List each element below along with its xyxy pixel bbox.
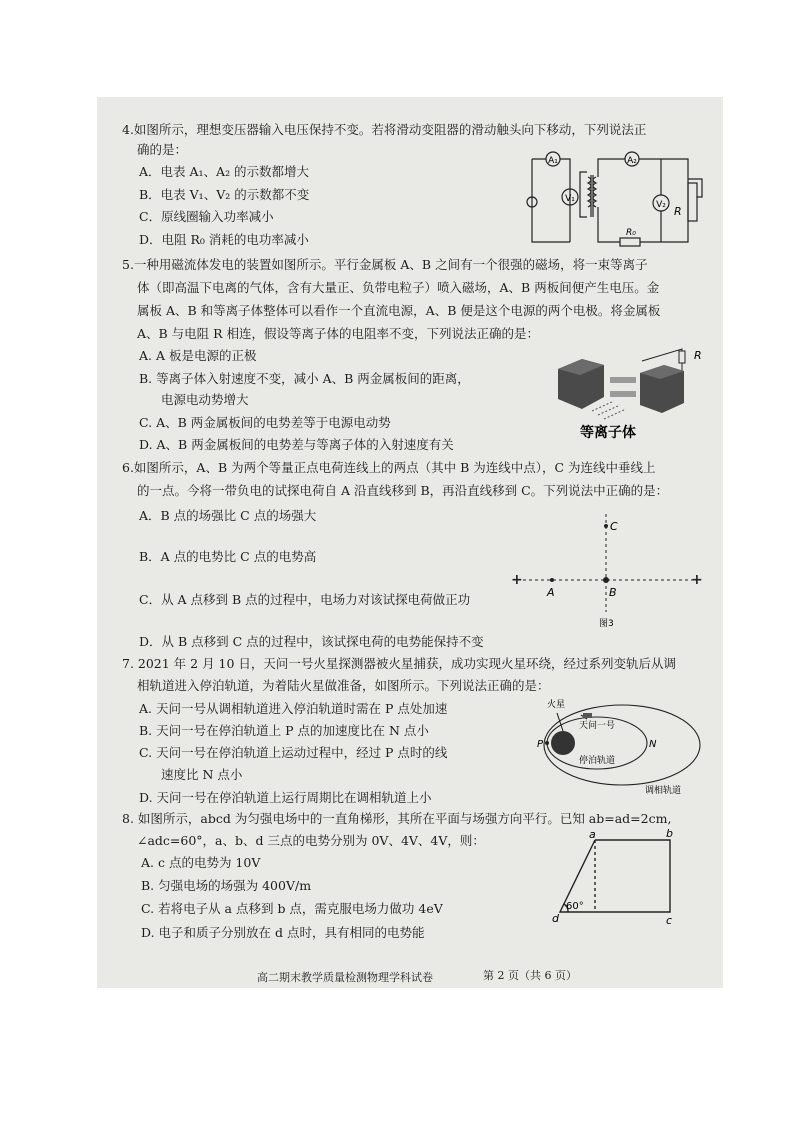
q7-option-d: D. 天问一号在停泊轨道上运行周期比在调相轨道上小 xyxy=(139,790,432,805)
q5-stem-line1: 5.一种用磁流体发电的装置如图所示。平行金属板 A、B 之间有一个很强的磁场，将一束等离子 xyxy=(122,257,648,272)
q5-option-b: B. 等离子体入射速度不变，减小 A、B 两金属板间的距离， xyxy=(139,371,470,386)
phasing-orbit-label: 调相轨道 xyxy=(645,786,682,795)
vertex-b-label: b xyxy=(666,828,673,840)
figure-caption: 图3 xyxy=(599,619,614,627)
q8-option-c: C. 若将电子从 a 点移到 b 点，需克服电场力做功 4eV xyxy=(141,901,443,916)
voltmeter-v1-label: V₁ xyxy=(565,194,575,204)
q4-option-d: D．电阻 R₀ 消耗的电功率减小 xyxy=(139,232,309,247)
resistor-r-label: R xyxy=(674,205,682,218)
q4-stem-line2: 确的是： xyxy=(137,142,188,157)
resistor-r0-label: R₀ xyxy=(626,228,636,238)
q5-stem-line3: 属板 A、B 和等离子体整体可以看作一个直流电源，A、B 便是这个电源的两个电极。将金属板 xyxy=(137,303,661,318)
q7-option-c: C. 天问一号在停泊轨道上运动过程中，经过 P 点时的线 xyxy=(139,745,448,760)
q6-option-a: A．B 点的场强比 C 点的场强大 xyxy=(139,508,317,523)
point-a-label: A xyxy=(547,586,555,599)
q6-option-d: D．从 B 点移到 C 点的过程中，该试探电荷的电势能保持不变 xyxy=(139,634,484,649)
point-n-label: N xyxy=(649,739,657,750)
footer-title: 高二期末教学质量检测物理学科试卷 xyxy=(257,971,433,984)
q6-stem-line1: 6.如图所示，A、B 为两个等量正点电荷连线上的两点（其中 B 为连线中点），C 为连线中垂线上 xyxy=(122,460,656,475)
angle-label: 60° xyxy=(566,901,584,912)
ammeter-a1-label: A₁ xyxy=(548,156,558,166)
mhd-resistor-label: R xyxy=(694,349,702,362)
q8-stem-line1: 8. 如图所示，abcd 为匀强电场中的一直角梯形，其所在平面与场强方向平行。已知 ab=ad=2cm, xyxy=(122,811,672,826)
q4-option-c: C．原线圈输入功率减小 xyxy=(139,209,274,224)
trapezoid-diagram xyxy=(542,828,692,928)
q4-stem-line1: 4.如图所示，理想变压器输入电压保持不变。若将滑动变阻器的滑动触头向下移动，下列说法正 xyxy=(122,122,647,137)
q5-option-b-cont: 电源电动势增大 xyxy=(161,392,249,407)
q4-option-a: A．电表 A₁、A₂ 的示数都增大 xyxy=(139,164,310,179)
q4-option-b: B．电表 V₁、V₂ 的示数都不变 xyxy=(139,187,310,202)
mars-orbit-diagram xyxy=(527,695,717,795)
vertex-c-label: c xyxy=(666,914,673,927)
transformer-circuit-diagram xyxy=(522,147,717,249)
q6-option-b: B．A 点的电势比 C 点的电势高 xyxy=(139,549,317,564)
q5-option-d: D. A、B 两金属板间的电势差与等离子体的入射速度有关 xyxy=(139,437,454,452)
q8-option-d: D. 电子和质子分别放在 d 点时，具有相同的电势能 xyxy=(141,925,425,940)
positive-charge-left-icon: + xyxy=(511,572,523,588)
q5-option-a: A. A 板是电源的正极 xyxy=(139,348,257,363)
vertex-d-label: d xyxy=(552,912,559,925)
q5-stem-line2: 体（即高温下电离的气体，含有大量正、负带电粒子）喷入磁场，A、B 两板间便产生电压。金 xyxy=(137,280,660,295)
q5-stem-line4: A、B 与电阻 R 相连，假设等离子体的电阻率不变，下列说法正确的是： xyxy=(137,326,540,341)
plasma-label: 等离子体 xyxy=(580,425,636,441)
mhd-generator-diagram xyxy=(552,343,712,443)
q7-option-b: B. 天问一号在停泊轨道上 P 点的加速度比在 N 点小 xyxy=(139,723,429,738)
q7-stem-line1: 7. 2021 年 2 月 10 日，天问一号火星探测器被火星捕获，成功实现火星环绕，经过系列变轨后从调 xyxy=(122,656,676,671)
point-c-label: C xyxy=(610,520,618,533)
q8-stem-line2: ∠adc=60°，a、b、d 三点的电势分别为 0V、4V、4V，则： xyxy=(137,833,485,848)
q6-option-c: C．从 A 点移到 B 点的过程中，电场力对该试探电荷做正功 xyxy=(139,592,471,607)
point-charges-diagram xyxy=(507,512,707,627)
q6-stem-line2: 的一点。今将一带负电的试探电荷自 A 沿直线移到 B，再沿直线移到 C。下列说法中正确的是： xyxy=(137,483,669,498)
mars-label: 火星 xyxy=(547,700,566,710)
probe-label: 天问一号 xyxy=(579,721,616,731)
q8-option-a: A. c 点的电势为 10V xyxy=(141,855,261,870)
footer-page-number: 第 2 页（共 6 页） xyxy=(483,969,577,982)
q5-option-c: C. A、B 两金属板间的电势差等于电源电动势 xyxy=(139,415,391,430)
q8-option-b: B. 匀强电场的场强为 400V/m xyxy=(141,878,312,893)
parking-orbit-label: 停泊轨道 xyxy=(579,756,616,766)
point-b-label: B xyxy=(609,586,617,599)
vertex-a-label: a xyxy=(589,828,596,841)
q7-stem-line2: 相轨道进入停泊轨道，为着陆火星做准备，如图所示。下列说法正确的是： xyxy=(137,678,550,693)
point-p-label: P xyxy=(537,739,544,750)
positive-charge-right-icon: + xyxy=(691,572,703,588)
voltmeter-v2-label: V₂ xyxy=(656,200,666,210)
q7-option-a: A. 天问一号从调相轨道进入停泊轨道时需在 P 点处加速 xyxy=(139,701,448,716)
ammeter-a2-label: A₂ xyxy=(627,156,637,166)
q7-option-c-cont: 速度比 N 点小 xyxy=(161,767,243,782)
exam-page xyxy=(97,97,723,988)
